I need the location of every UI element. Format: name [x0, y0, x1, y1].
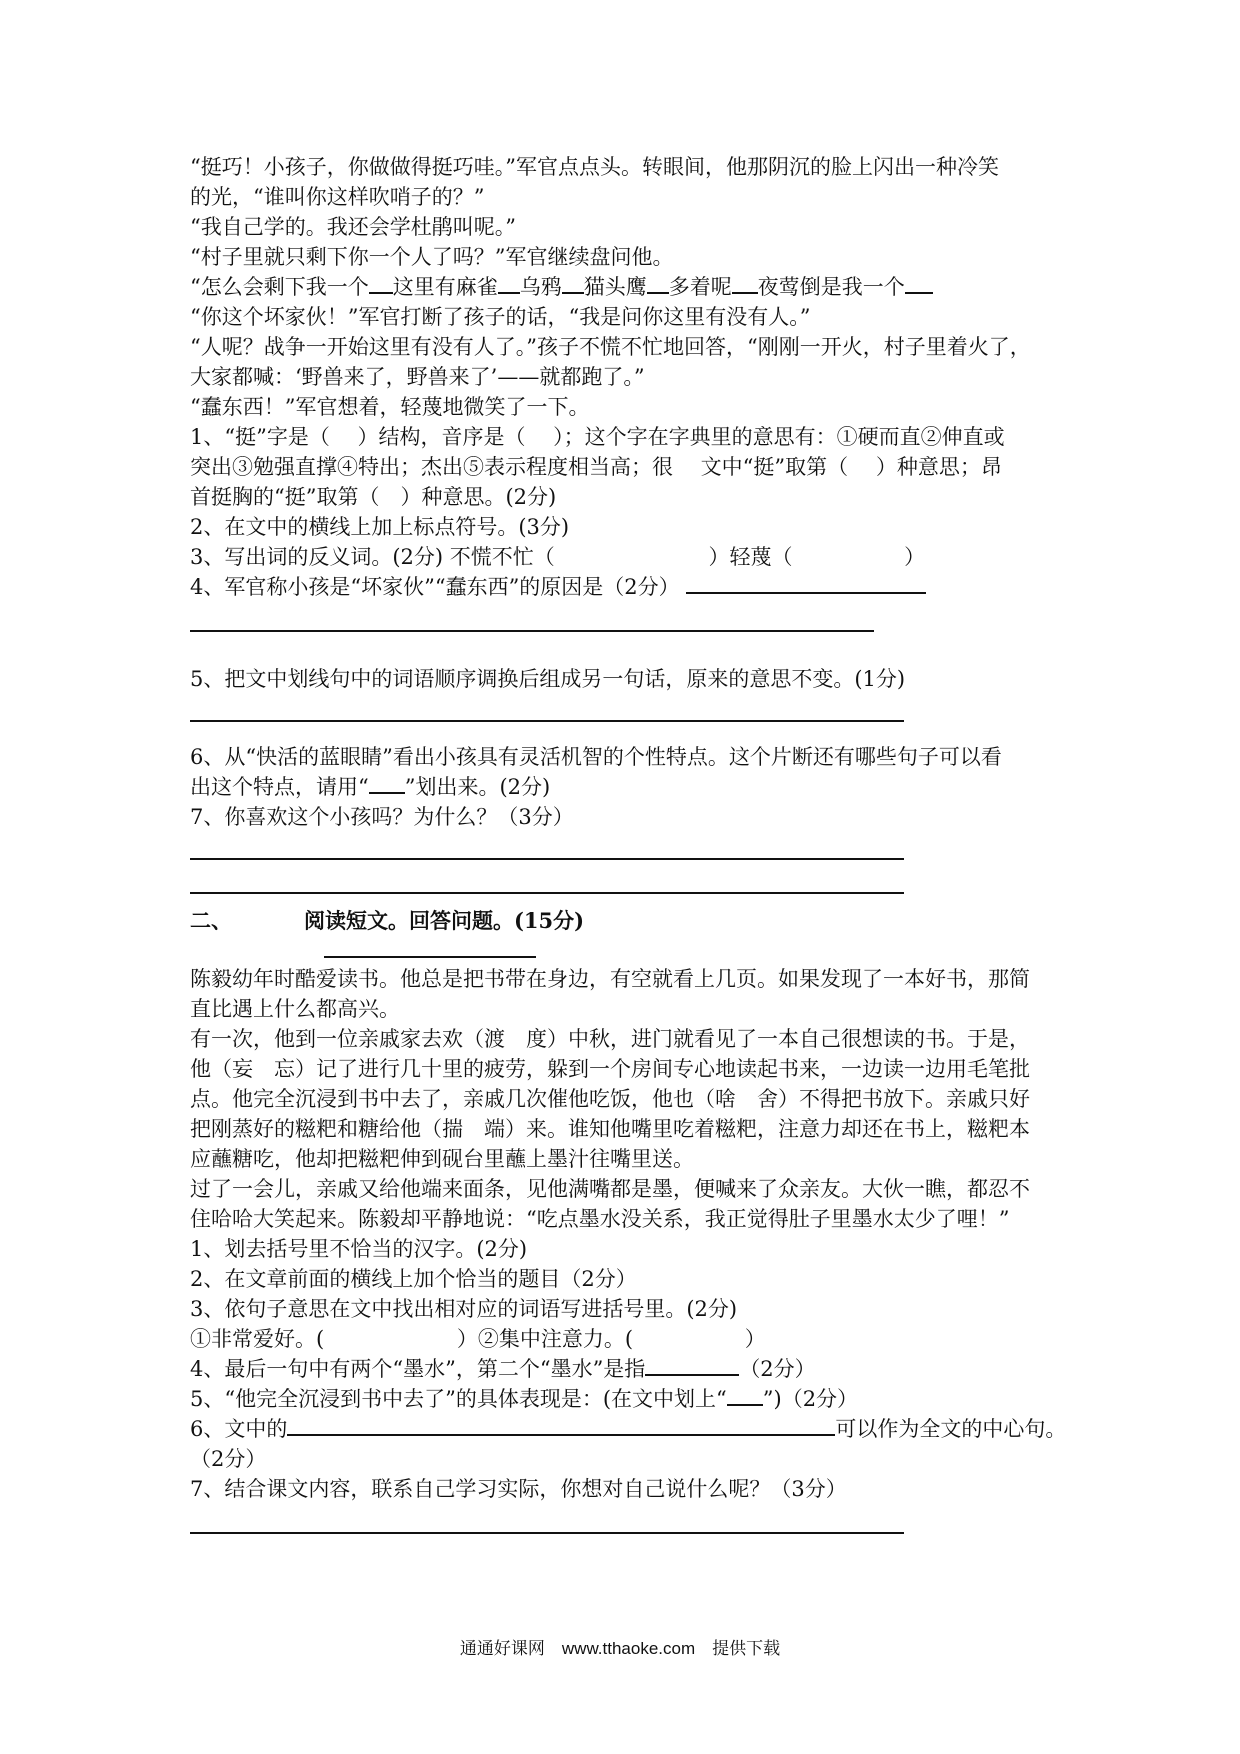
section-number: 二、 — [190, 908, 232, 933]
question-1-line: 突出③勉强直撑④特出；杰出⑤表示程度相当高；很 文中“挺”取第（ ）种意思；昂 — [190, 455, 1002, 479]
answer-line[interactable] — [190, 892, 904, 894]
passage2-line: 住哈哈大笑起来。陈毅却平静地说：“吃点墨水没关系，我正觉得肚子里墨水太少了哩！” — [190, 1207, 1010, 1231]
answer-line[interactable] — [686, 572, 926, 594]
passage2-line: 过了一会儿，亲戚又给他端来面条，见他满嘴都是墨，便喊来了众亲友。大伙一瞧，都忍不 — [190, 1177, 1030, 1201]
underline-sample — [727, 1384, 763, 1406]
passage1-line: “你这个坏家伙！”军官打断了孩子的话，“我是问你这里有没有人。” — [190, 305, 811, 329]
question-text: 4、军官称小孩是“坏家伙”“蠢东西”的原因是（2分） — [190, 575, 680, 599]
question-5 — [190, 1384, 858, 1414]
question-6-line: 6、从“快活的蓝眼睛”看出小孩具有灵活机智的个性特点。这个片断还有哪些句子可以看 — [190, 745, 1002, 769]
blank-line — [732, 272, 758, 294]
passage1-line: “人呢？战争一开始这里有没有人了。”孩子不慌不忙地回答，“刚刚一开火，村子里着火了， — [190, 335, 1031, 359]
page-footer: 通通好课网 www.tthaoke.com 提供下载 — [459, 1639, 781, 1658]
passage1-line: “挺巧！小孩子，你做做得挺巧哇。”军官点点头。转眼间，他那阴沉的脸上闪出一种冷笑 — [190, 155, 999, 179]
question-text: 可以作为全文的中心句。 — [835, 1417, 1067, 1441]
question-4 — [190, 1354, 816, 1384]
question-6 — [190, 1414, 1066, 1444]
question-text: 出这个特点，请用“ — [190, 775, 369, 799]
question-text: 4、最后一句中有两个“墨水”，第二个“墨水”是指 — [190, 1357, 646, 1381]
question-3: 3、写出词的反义词。(2分) 不慌不忙（ ）轻蔑（ ） — [190, 545, 926, 569]
passage2-line: 点。他完全沉浸到书中去了，亲戚几次催他吃饭，他也（啥 舍）不得把书放下。亲戚只好 — [190, 1087, 1030, 1111]
blank-line — [905, 272, 933, 294]
question-2: 2、在文章前面的横线上加个恰当的题目（2分） — [190, 1267, 637, 1291]
answer-line[interactable] — [190, 630, 874, 632]
text-fragment: “怎么会剩下我一个 — [190, 275, 369, 299]
passage2-line: 他（妄 忘）记了进行几十里的疲劳，躲到一个房间专心地读起书来，一边读一边用毛笔批 — [190, 1057, 1030, 1081]
underline-sample — [369, 772, 405, 794]
answer-line[interactable] — [645, 1354, 739, 1376]
passage2-line: 把刚蒸好的糍粑和糖给他（揣 端）来。谁知他嘴里吃着糍粑，注意力却还在书上，糍粑本 — [190, 1117, 1030, 1141]
passage2-line: 陈毅幼年时酷爱读书。他总是把书带在身边，有空就看上几页。如果发现了一本好书，那简 — [190, 967, 1030, 991]
question-text: 6、文中的 — [190, 1417, 288, 1441]
text-fragment: 这里有麻雀 — [392, 275, 498, 299]
question-3-answers: ①非常爱好。( ）②集中注意力。( ） — [190, 1327, 766, 1351]
section-title: 阅读短文。回答问题。(15分) — [304, 908, 585, 933]
answer-line[interactable] — [190, 1532, 904, 1534]
passage2-line: 直比遇上什么都高兴。 — [190, 997, 400, 1021]
question-6-score: （2分） — [190, 1447, 267, 1471]
question-7: 7、你喜欢这个小孩吗？为什么？（3分） — [190, 805, 574, 829]
text-fragment: 猫头鹰 — [583, 275, 647, 299]
passage2-line: 有一次，他到一位亲戚家去欢（渡 度）中秋，进门就看见了一本自己很想读的书。于是， — [190, 1027, 1030, 1051]
question-1-line: 首挺胸的“挺”取第（ ）种意思。(2分) — [190, 485, 557, 509]
answer-line[interactable] — [287, 1414, 835, 1436]
blank-line — [562, 272, 584, 294]
question-5: 5、把文中划线句中的词语顺序调换后组成另一句话，原来的意思不变。(1分) — [190, 667, 906, 691]
question-4 — [190, 572, 926, 602]
answer-line[interactable] — [190, 858, 904, 860]
question-6-line — [190, 772, 550, 802]
passage1-line: “我自己学的。我还会学杜鹃叫呢。” — [190, 215, 516, 239]
passage1-punctuation-line — [190, 272, 933, 302]
passage1-line: 的光，“谁叫你这样吹哨子的？” — [190, 185, 485, 209]
passage1-line: 大家都喊：‘野兽来了，野兽来了’——就都跑了。” — [190, 365, 645, 389]
answer-line[interactable] — [190, 720, 904, 722]
passage1-line: “蠢东西！”军官想着，轻蔑地微笑了一下。 — [190, 395, 590, 419]
passage2-line: 应蘸糖吃，他却把糍粑伸到砚台里蘸上墨汁往嘴里送。 — [190, 1147, 694, 1171]
text-fragment: 多着呢 — [668, 275, 732, 299]
question-text: （2分） — [739, 1357, 816, 1381]
question-text: ”)（2分） — [762, 1387, 859, 1411]
question-text: 5、“他完全沉浸到书中去了”的具体表现是：(在文中划上“ — [190, 1387, 727, 1411]
blank-line — [498, 272, 520, 294]
question-text: ”划出来。(2分) — [404, 775, 551, 799]
text-fragment: 夜莺倒是我一个 — [757, 275, 905, 299]
question-1-line: 1、“挺”字是（ ）结构，音序是（ ）；这个字在字典里的意思有：①硬而直②伸直或 — [190, 425, 1005, 449]
question-2: 2、在文中的横线上加上标点符号。(3分) — [190, 515, 570, 539]
question-7: 7、结合课文内容，联系自己学习实际，你想对自己说什么呢？（3分） — [190, 1477, 847, 1501]
blank-line — [369, 272, 393, 294]
passage1-line: “村子里就只剩下你一个人了吗？”军官继续盘问他。 — [190, 245, 674, 269]
section-heading — [190, 906, 584, 936]
question-1: 1、划去括号里不恰当的汉字。(2分) — [190, 1237, 528, 1261]
title-blank-line[interactable] — [324, 956, 536, 958]
question-3: 3、依句子意思在文中找出相对应的词语写进括号里。(2分) — [190, 1297, 738, 1321]
blank-line — [647, 272, 669, 294]
text-fragment: 乌鸦 — [519, 275, 562, 299]
